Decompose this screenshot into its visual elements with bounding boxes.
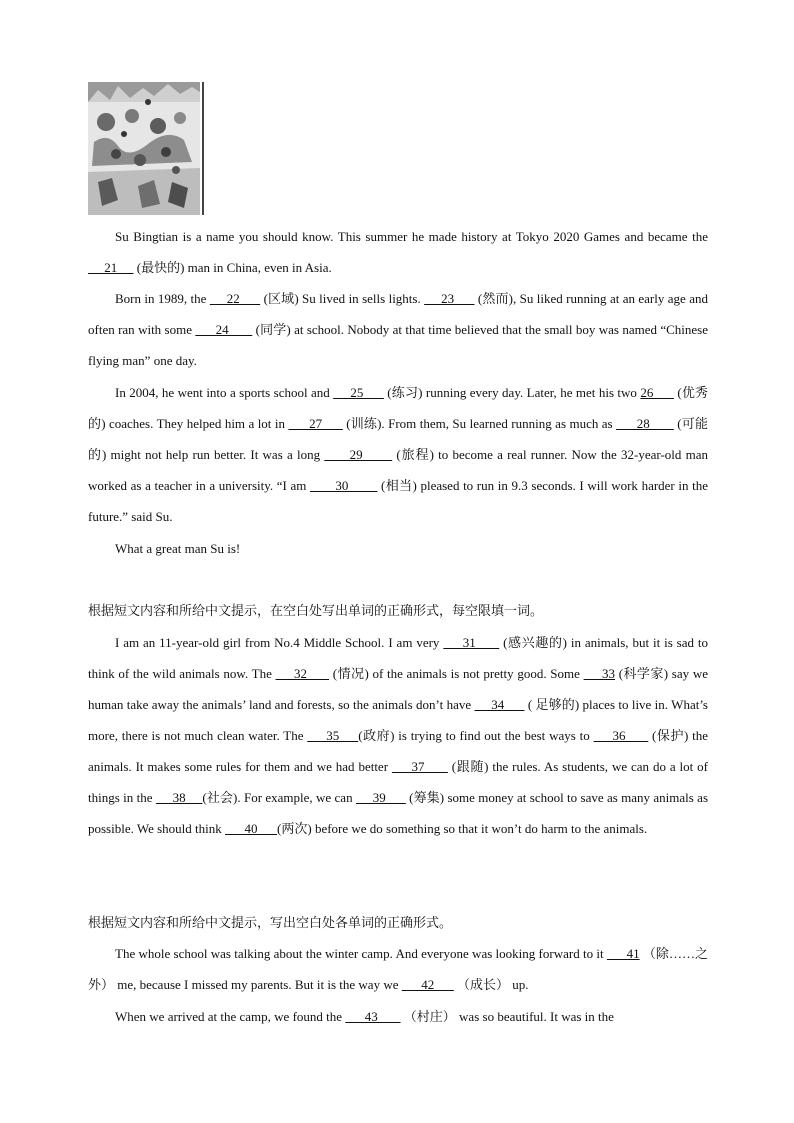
blank-30: 30 [310,478,378,493]
text-segment: (跟随) the rules. As students, we can do a lot of things in the [88,759,708,805]
text-segment: (相当) pleased to run in 9.3 seconds. I will work harder in the future.” said Su. [88,478,709,524]
instruction-heading-1: 根据短文内容和所给中文提示，在空白处写出单词的正确形式，每空限填一词。 [88,604,544,619]
blank-39: 39 [355,790,406,805]
text-segment: The whole school was talking about the winter camp. And everyone was looking forward to it [115,946,607,961]
text-segment: (区域) Su lived in sells lights. [260,291,425,306]
text-segment: What a great man Su is! [115,541,241,556]
text-segment: Born in 1989, the [115,291,210,306]
blank-21: 21 [88,260,134,275]
text-segment: (社会). For example, we can [202,790,356,805]
instruction-heading-2: 根据短文内容和所给中文提示，写出空白处各单词的正确形式。 [88,916,453,931]
blank-40: 40 [225,821,278,836]
text-segment: (两次) before we do something so that it won’t do harm to the animals. [277,821,648,836]
text-segment: I am an 11-year-old girl from No.4 Middle School. I am very [115,635,444,650]
blank-33: 33 [583,666,616,681]
text-segment: ( 足够的) places to live in. What’s more, there is not much clean water. The [88,697,708,743]
text-segment: Su Bingtian is a name you should know. This summer he made history at Tokyo 2020 Games and became the [115,229,708,244]
text-segment: (情况) of the animals is not pretty good. Some [329,666,584,681]
blank-26: 26 [640,385,674,400]
blank-34: 34 [474,697,525,712]
passage-3-para-2 [88,1001,708,1032]
text-segment: (感兴趣的) in animals, but it is sad to think of the wild animals now. The [88,635,708,681]
passage-2-para-1 [88,627,708,844]
text-segment: （村庄） was so beautiful. It was in the [400,1009,614,1024]
text-segment: In 2004, he went into a sports school and [115,385,334,400]
su-bingtian-photo [88,82,204,215]
text-segment: When we arrived at the camp, we found the [115,1009,346,1024]
blank-27: 27 [288,416,343,431]
text-segment: (保护) the animals. It makes some rules for them and we had better [88,728,709,774]
blank-37: 37 [391,759,448,774]
text-segment: (训练). From them, Su learned running as much as [342,416,617,431]
text-segment: （除……之外） me, because I missed my parents. But it is the way we [88,946,708,992]
blank-22: 22 [209,291,261,306]
blank-41: 41 [606,946,640,961]
text-segment: (政府) is trying to find out the best ways to [358,728,594,743]
blank-23: 23 [424,291,475,306]
text-segment: (可能的) might not help run better. It was a long [88,416,708,462]
text-segment: (同学) at school. Nobody at that time believed that the small boy was named “Chinese flying man” one day. [88,322,709,368]
text-segment: (科学家) say we human take away the animals’ land and forests, so the animals don’t have [88,666,708,712]
blank-36: 36 [593,728,649,743]
blank-24: 24 [195,322,253,337]
text-segment: (优秀的) coaches. They helped him a lot in [88,385,709,431]
text-segment: (然而), Su liked running at an early age and often ran with some [88,291,708,337]
blank-29: 29 [324,447,393,462]
passage-1-para-2 [88,283,708,376]
blank-43: 43 [345,1009,401,1024]
text-segment: (练习) running every day. Later, he met his two [383,385,641,400]
passage-1-para-4 [88,533,708,564]
text-segment: （成长） up. [453,977,529,992]
text-segment: (旅程) to become a real runner. Now the 32-year-old man worked as a teacher in a university. “I am [88,447,709,493]
passage-1-para-1 [88,221,708,283]
text-segment: (最快的) man in China, even in Asia. [133,260,332,275]
blank-31: 31 [443,635,500,650]
blank-28: 28 [616,416,674,431]
blank-35: 35 [307,728,359,743]
passage-1-para-3 [88,377,708,532]
blank-42: 42 [401,977,454,992]
text-segment: (筹集) some money at school to save as many animals as possible. We should think [88,790,709,836]
blank-32: 32 [275,666,330,681]
passage-3-para-1 [88,938,708,1000]
blank-38: 38 [155,790,203,805]
blank-25: 25 [333,385,384,400]
